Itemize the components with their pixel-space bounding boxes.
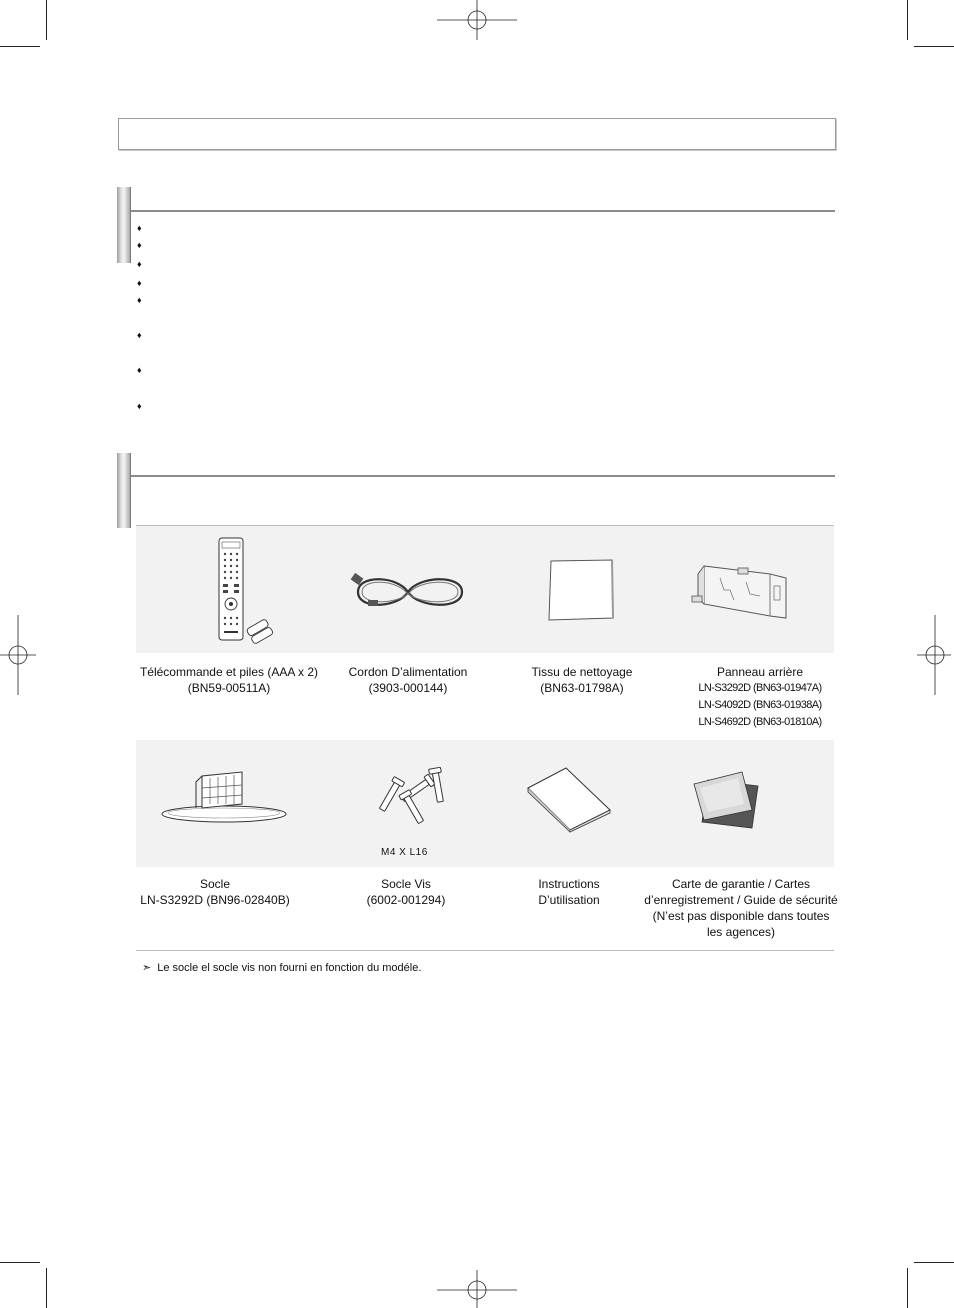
accessory-line: les agences) — [706, 925, 776, 939]
crop-mark — [0, 1262, 40, 1263]
accessory-name: Instructions — [538, 877, 600, 891]
accessory-caption — [500, 664, 664, 696]
accessory-name: Télécommande et piles (AAA x 2) — [139, 665, 319, 679]
screws-icon — [370, 768, 450, 828]
section-divider — [131, 475, 835, 477]
footnote — [142, 961, 421, 974]
accessory-name: Cordon D’alimentation — [348, 665, 468, 679]
accessory-code: (BN63-01798A) — [540, 681, 624, 695]
accessory-name: Tissu de nettoyage — [531, 665, 633, 679]
bullet-item: ♦ — [137, 330, 142, 340]
model-code: LN-S3292D (BN63-01947A) — [698, 682, 822, 694]
accessory-caption — [638, 876, 844, 940]
registration-mark-icon — [920, 640, 950, 670]
bullet-item: ♦ — [137, 365, 142, 375]
crop-mark — [907, 0, 908, 40]
manual-icon — [526, 766, 612, 832]
accessory-caption — [126, 876, 304, 908]
screw-size-label: M4 X L16 — [381, 847, 428, 858]
accessory-code: (BN59-00511A) — [187, 681, 271, 695]
table-bottom-rule — [136, 950, 834, 951]
section-marker — [117, 187, 131, 263]
cleaning-cloth-icon — [546, 558, 616, 622]
accessory-code: (3903-000144) — [368, 681, 448, 695]
crop-mark — [46, 1268, 47, 1308]
accessory-name: Socle — [199, 877, 231, 891]
bullet-item: ♦ — [137, 240, 142, 250]
arrow-icon: ➣ — [142, 962, 152, 974]
model-code: LN-S4692D (BN63-01810A) — [698, 716, 822, 728]
accessory-line: d’enregistrement / Guide de sécurité — [644, 893, 838, 907]
bullet-item: ♦ — [137, 259, 142, 269]
section-divider — [131, 210, 835, 212]
accessory-name: Socle Vis — [381, 877, 431, 891]
crop-mark — [46, 0, 47, 40]
registration-mark-icon — [3, 640, 33, 670]
crop-mark — [914, 1262, 954, 1263]
crop-mark — [914, 46, 954, 47]
accessory-caption — [680, 664, 840, 731]
accessory-line: (N’est pas disponible dans toutes — [652, 909, 830, 923]
accessory-caption — [500, 876, 638, 908]
model-code: LN-S4092D (BN63-01938A) — [698, 699, 822, 711]
stand-icon — [158, 768, 290, 826]
accessory-code: D’utilisation — [538, 893, 600, 907]
crop-mark — [907, 1268, 908, 1308]
page-header — [118, 118, 836, 150]
bullet-item: ♦ — [137, 401, 142, 411]
registration-mark-icon — [462, 5, 492, 35]
accessory-code: (6002-001294) — [366, 893, 446, 907]
crop-mark — [0, 46, 40, 47]
section-marker — [117, 453, 131, 528]
footnote-text: Le socle el socle vis non fourni en fonction du modéle. — [157, 962, 422, 974]
accessory-caption — [326, 876, 486, 908]
accessory-name: Panneau arrière — [716, 665, 804, 679]
accessory-line: Carte de garantie / Cartes — [671, 877, 811, 891]
bullet-item: ♦ — [137, 295, 142, 305]
warranty-cards-icon — [690, 770, 764, 830]
accessory-code: LN-S3292D (BN96-02840B) — [140, 893, 290, 907]
registration-mark-icon — [462, 1275, 492, 1305]
bullet-item: ♦ — [137, 278, 142, 288]
remote-control-icon — [215, 536, 275, 642]
bullet-item: ♦ — [137, 223, 142, 233]
power-cord-icon — [350, 570, 468, 614]
accessory-caption — [326, 664, 490, 696]
accessory-caption — [136, 664, 322, 696]
rear-panel-icon — [690, 560, 790, 624]
